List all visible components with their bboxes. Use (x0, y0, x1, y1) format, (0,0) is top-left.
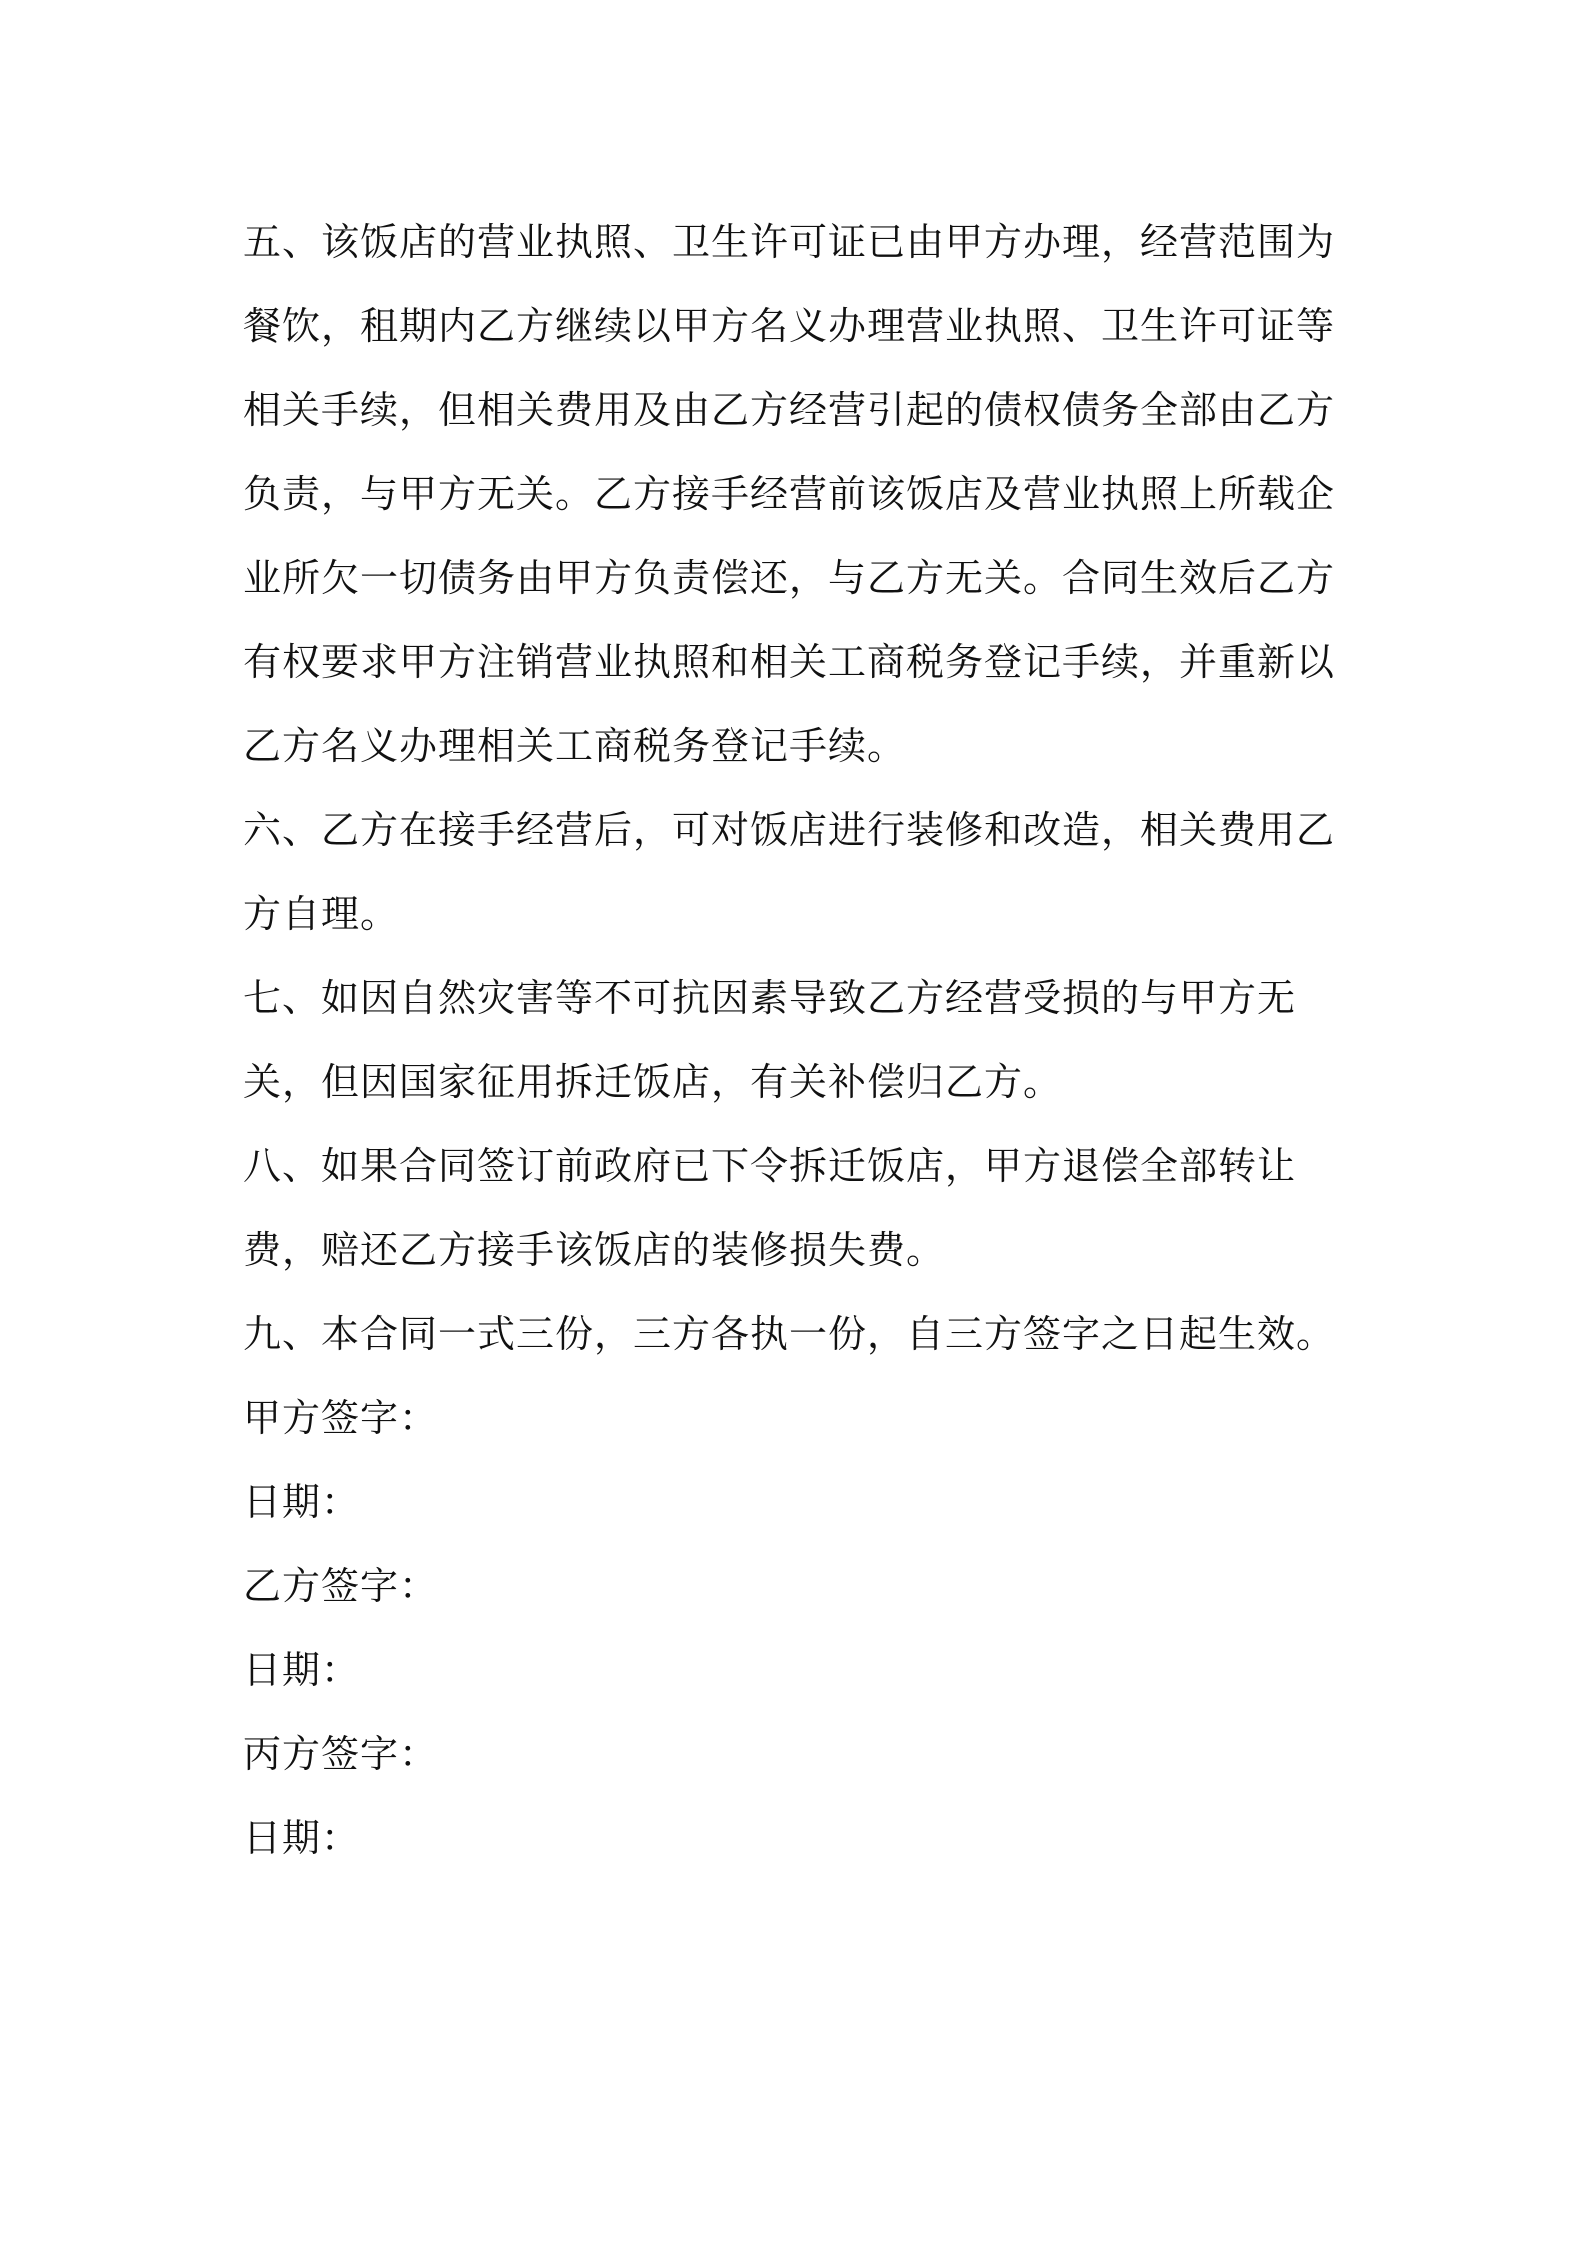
party-c-date-label: 日期： (243, 1816, 361, 1860)
clause-6: 六、乙方在接手经营后，可对饭店进行装修和改造，相关费用乙方自理。 (243, 808, 1336, 936)
party-b-date-label: 日期： (243, 1648, 361, 1692)
contract-body (243, 200, 1363, 1880)
clause-5: 五、该饭店的营业执照、卫生许可证已由甲方办理，经营范围为餐饮，租期内乙方继续以甲方名义办理营业执照、卫生许可证等相关手续，但相关费用及由乙方经营引起的债权债务全部由乙方负责，与甲方无关。乙方接手经营前该饭店及营业执照上所载企业所欠一切债务由甲方负责偿还，与乙方无关。合同生效后乙方有权要求甲方注销营业执照和相关工商税务登记手续，并重新以乙方名义办理相关工商税务登记手续。 (243, 220, 1336, 768)
clause-7: 七、如因自然灾害等不可抗因素导致乙方经营受损的与甲方无关，但因国家征用拆迁饭店，有关补偿归乙方。 (243, 976, 1297, 1104)
clause-9: 九、本合同一式三份，三方各执一份，自三方签字之日起生效。 (243, 1312, 1336, 1356)
party-a-signature-label: 甲方签字： (243, 1396, 439, 1440)
party-a-date-label: 日期： (243, 1480, 361, 1524)
clause-8: 八、如果合同签订前政府已下令拆迁饭店，甲方退偿全部转让费，赔还乙方接手该饭店的装修损失费。 (243, 1144, 1297, 1272)
party-c-signature-label: 丙方签字： (243, 1732, 439, 1776)
party-b-signature-label: 乙方签字： (243, 1564, 439, 1608)
